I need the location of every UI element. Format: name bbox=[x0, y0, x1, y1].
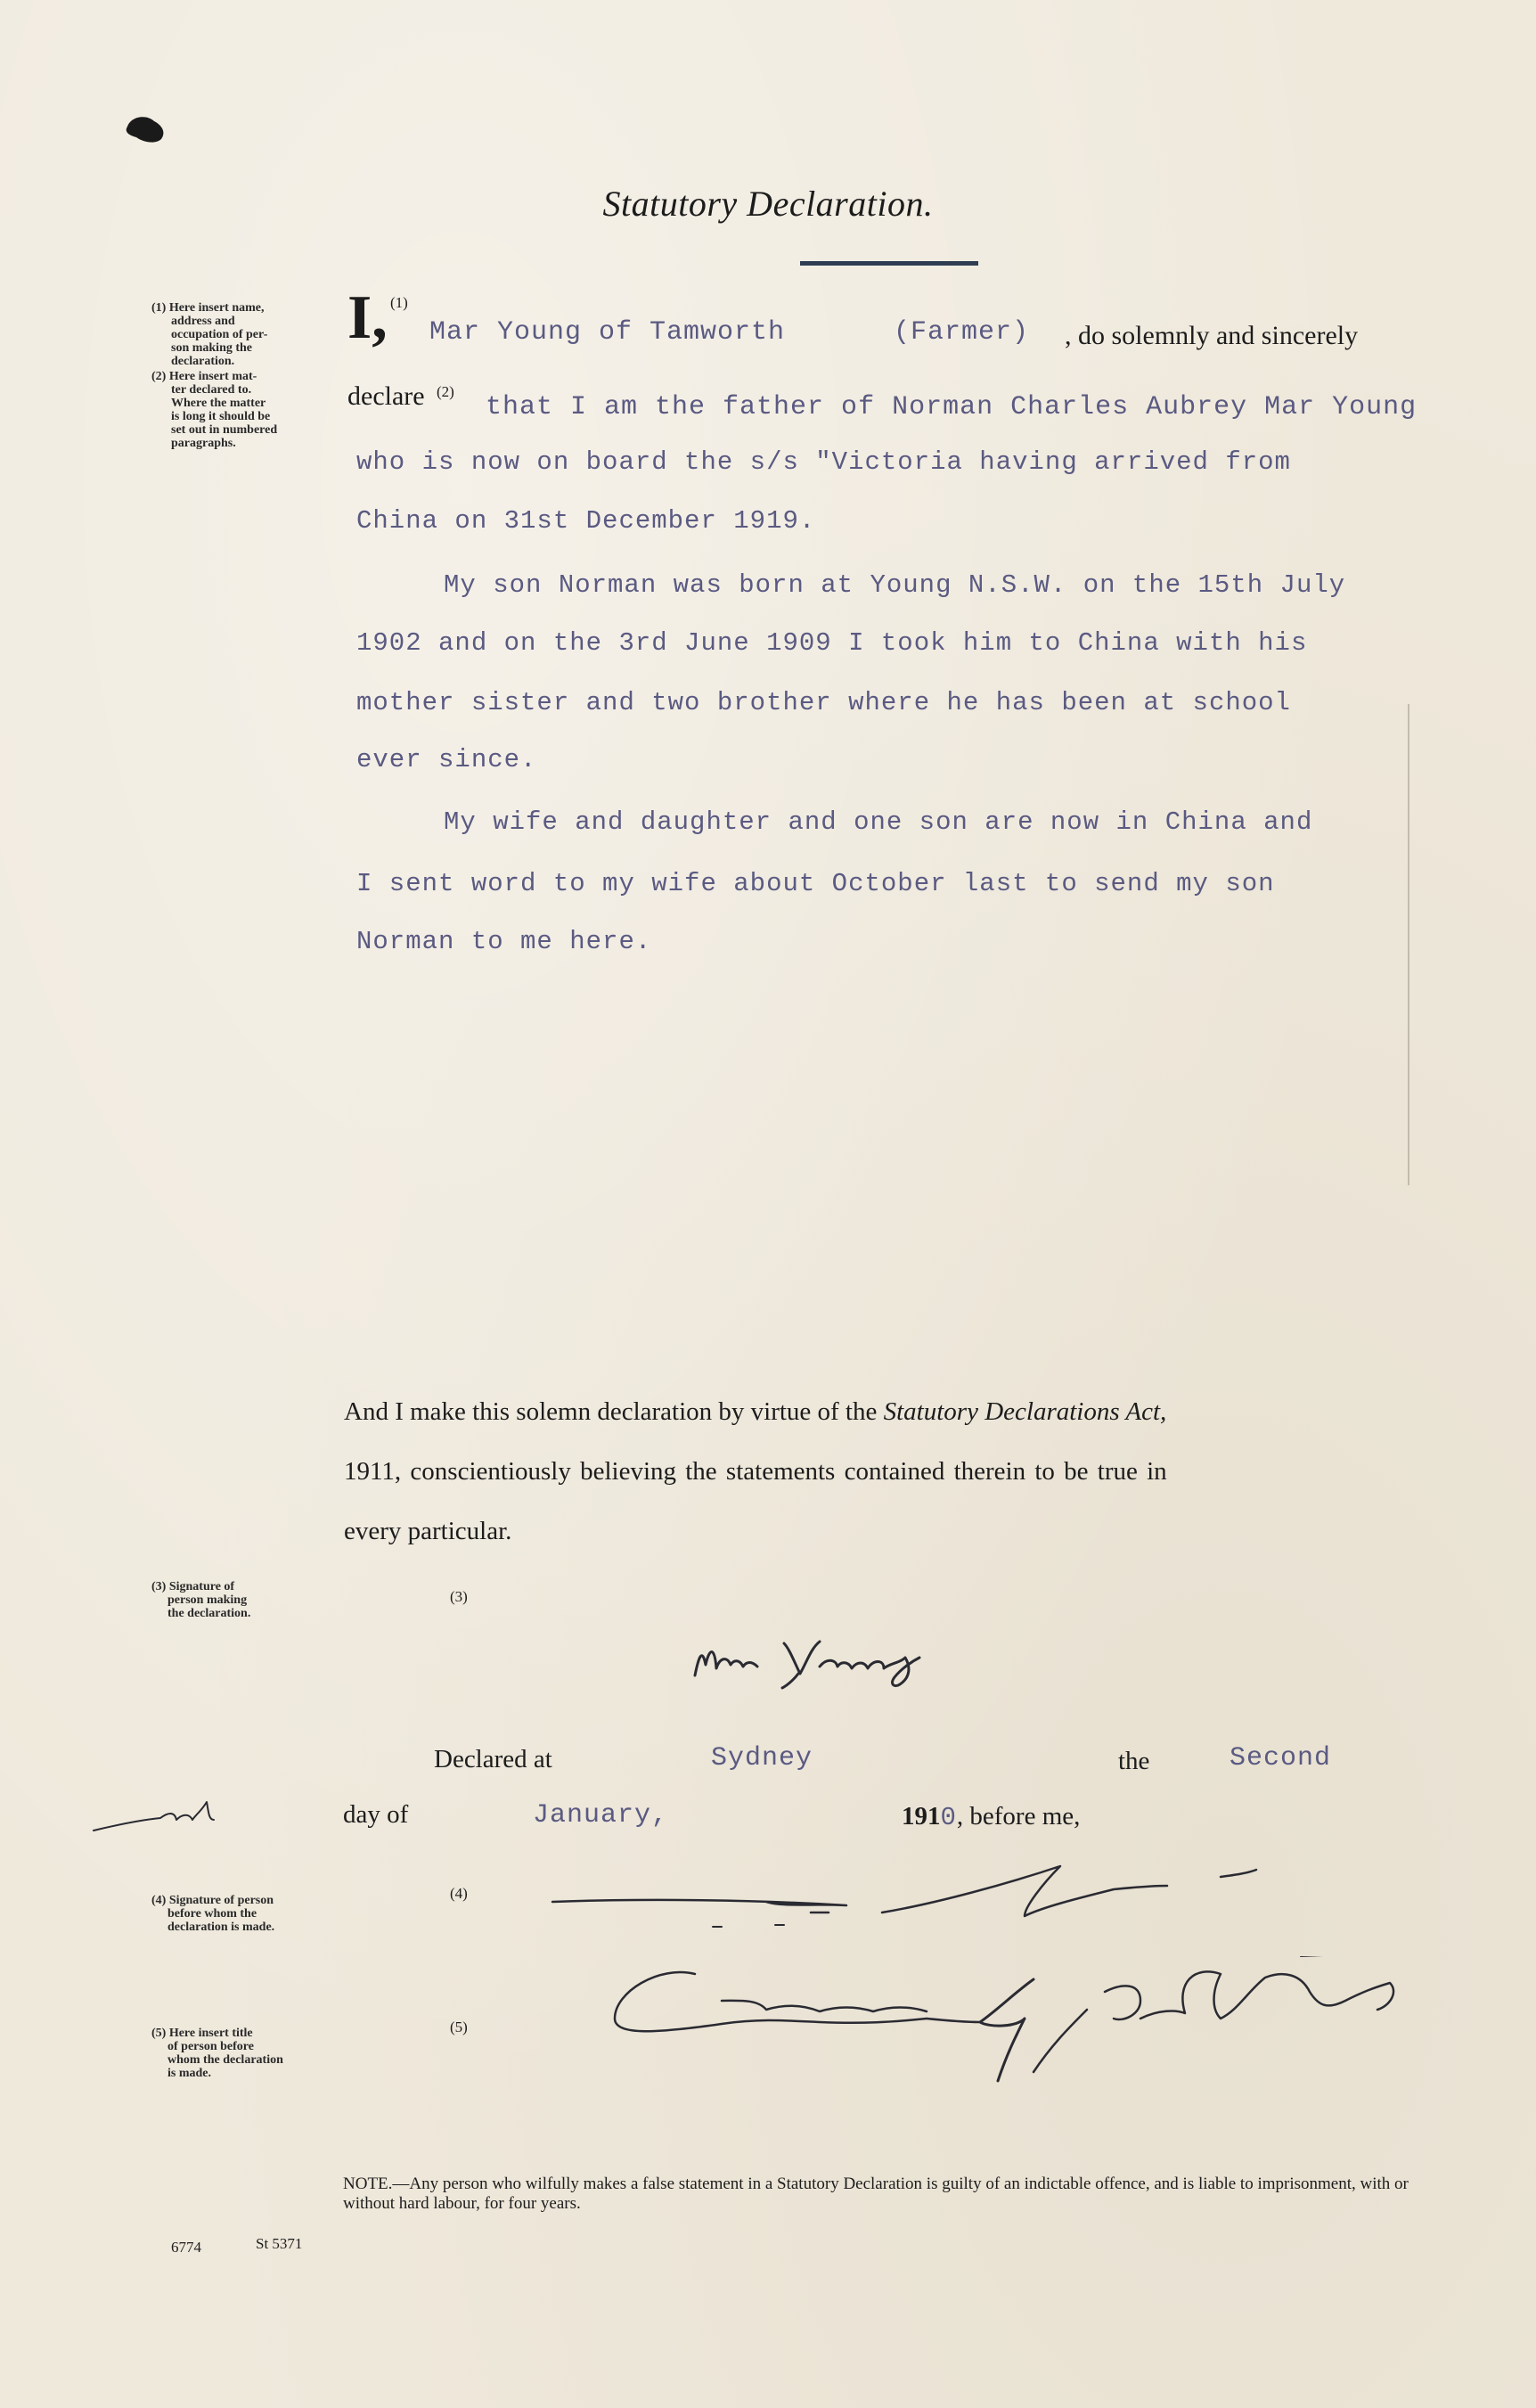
declaration-line-7: ever since. bbox=[356, 745, 537, 774]
marker-3: (3) bbox=[450, 1588, 468, 1605]
statement-line-1 bbox=[344, 1397, 1166, 1427]
page-title: Statutory Declaration. bbox=[602, 184, 934, 224]
note-label: NOTE. bbox=[343, 2175, 393, 2193]
declaration-day: Second bbox=[1230, 1743, 1332, 1773]
stock-number: St 5371 bbox=[256, 2235, 303, 2252]
margin-annotation-scribble bbox=[89, 1793, 232, 1838]
form-number: 6774 bbox=[171, 2239, 201, 2256]
declaration-line-10: Norman to me here. bbox=[356, 927, 652, 956]
declaration-line-1: that I am the father of Norman Charles Aubrey Mar Young bbox=[486, 392, 1418, 422]
declaration-line-4: My son Norman was born at Young N.S.W. on the 15th July bbox=[444, 570, 1346, 600]
witness-title-handwriting bbox=[606, 1956, 1426, 2090]
solemnly-text: , do solemnly and sincerely bbox=[1065, 321, 1359, 350]
statement-line-1-text: And I make this solemn declaration by virtue of the bbox=[344, 1397, 878, 1426]
marker-4: (4) bbox=[450, 1885, 468, 1902]
statement-line-3: every particular. bbox=[344, 1517, 512, 1545]
margin-note-4: (4) Signature of person before whom the declaration is made. bbox=[151, 1894, 275, 1934]
declaration-place: Sydney bbox=[711, 1743, 813, 1773]
declare-label: declare bbox=[347, 381, 425, 411]
year-suffix: 0 bbox=[940, 1803, 957, 1832]
declarant-signature bbox=[686, 1622, 953, 1693]
declaration-month: January, bbox=[533, 1800, 669, 1831]
declarant-occupation: (Farmer) bbox=[894, 317, 1030, 348]
marker-5: (5) bbox=[450, 2019, 468, 2035]
declaration-line-6: mother sister and two brother where he has been at school bbox=[356, 688, 1291, 717]
margin-note-1: (1) Here insert name, address and occupation of per- son making the declaration. bbox=[151, 301, 268, 368]
before-me-text: , before me, bbox=[956, 1802, 1081, 1831]
margin-note-2: (2) Here insert mat- ter declared to. Where the matter is long it should be set out in numbered paragraphs. bbox=[151, 370, 278, 450]
declaration-line-2: who is now on board the s/s "Victoria having arrived from bbox=[356, 447, 1291, 477]
declarant-name: Mar Young of Tamworth bbox=[429, 317, 786, 348]
declaration-line-8: My wife and daughter and one son are now in China and bbox=[444, 807, 1313, 837]
marker-1: (1) bbox=[390, 294, 408, 311]
day-of-label: day of bbox=[343, 1800, 409, 1829]
legal-note bbox=[343, 2175, 1421, 2214]
declaration-line-5: 1902 and on the 3rd June 1909 I took him to China with his bbox=[356, 628, 1308, 658]
margin-note-5: (5) Here insert title of person before whom the declaration is made. bbox=[151, 2027, 283, 2080]
declaration-initial: I, bbox=[347, 283, 388, 352]
ink-blot-icon bbox=[120, 109, 174, 149]
margin-note-3: (3) Signature of person making the declaration. bbox=[151, 1580, 251, 1620]
marker-2: (2) bbox=[437, 383, 454, 400]
the-label: the bbox=[1118, 1747, 1150, 1775]
witness-signature bbox=[543, 1854, 1274, 1943]
act-name: Statutory Declarations Act, bbox=[883, 1397, 1167, 1426]
declaration-line-9: I sent word to my wife about October last to send my son bbox=[356, 869, 1275, 898]
margin-rule bbox=[1408, 704, 1409, 1185]
declaration-line-3: China on 31st December 1919. bbox=[356, 506, 816, 536]
statement-line-2: 1911, conscientiously believing the statements contained therein to be true in bbox=[344, 1457, 1167, 1486]
declaration-year bbox=[902, 1802, 1080, 1832]
note-text: —Any person who wilfully makes a false statement in a Statutory Declaration is guilty of an indictable offence, and is liable to imprisonment, with or without hard labour, for four years. bbox=[343, 2175, 1409, 2213]
title-underline bbox=[800, 261, 978, 266]
year-prefix: 191 bbox=[902, 1802, 941, 1831]
declared-at-label: Declared at bbox=[434, 1745, 552, 1773]
